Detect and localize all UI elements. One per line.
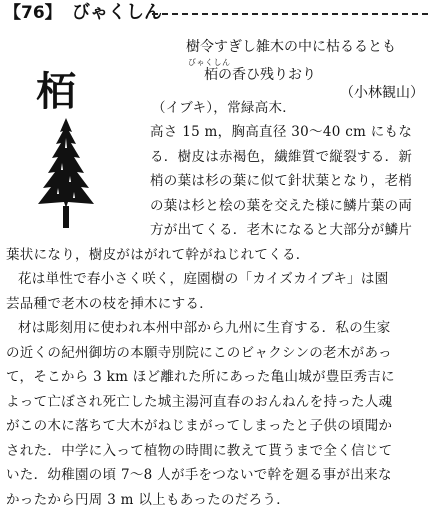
body-line: 方が出てくる．老木になると大部分が鱗片: [150, 222, 413, 238]
body-line: 高さ 15 m，胸高直径 30～40 cm にもな: [150, 124, 413, 140]
body-line: 芸品種で老木の枝を挿木にする．: [6, 296, 213, 312]
body-line: て，そこから 3 km ほど離れた所にあった亀山城が豊臣秀吉に: [6, 369, 395, 385]
body-line: る．樹皮は赤褐色，繊維質で縦裂する．新: [150, 149, 413, 165]
haiku-ruby: びゃくしん: [188, 58, 231, 67]
headword-kanji: 栢: [36, 68, 76, 115]
body-line: 梢の葉は杉の葉に似て針状葉となり，老梢: [150, 173, 413, 189]
body-line: の葉は杉と桧の葉を交えた様に鱗片葉の両: [150, 198, 413, 214]
body-line: 材は彫刻用に使われ本州中部から九州に生育する．私の生家: [18, 320, 391, 336]
haiku-line-2: 栢の香ひ残りおり: [204, 67, 316, 83]
body-line: かったから円周 3 m 以上もあったのだろう．: [6, 492, 291, 508]
entry-reading: びゃくしん: [72, 2, 162, 23]
haiku-author: （小林観山）: [340, 85, 424, 101]
body-line: 花は単性で春小さく咲く，庭園樹の「カイズカイブキ」は園: [18, 271, 389, 287]
conifer-tree-icon: [32, 118, 100, 230]
haiku-line-1: 樹令すぎし雑木の中に枯るるとも: [186, 39, 396, 55]
body-line: 葉状になり，樹皮がはがれて幹がねじれてくる．: [6, 247, 310, 263]
entry-number: 【76】: [4, 3, 62, 23]
dashed-rule: [152, 13, 428, 15]
body-line: の近くの紀州御坊の本願寺別院にこのビャクシンの老木があっ: [6, 345, 392, 361]
body-line: よって亡ぼされ死亡した城主湯河直春のおんねんを持った人魂: [6, 394, 393, 410]
body-line: された．中学に入って植物の時間に教えて貰うまで全く信じて: [6, 443, 393, 459]
body-line: がこの木に落ちて大木がねじまがってしまったと子供の頃聞か: [6, 418, 393, 434]
body-line: いた．幼稚園の頃 7～8 人が手をつないで幹を廻る事が出来な: [6, 467, 392, 483]
entry-header: [4, 3, 430, 25]
body-line: （イブキ），常緑高木．: [152, 100, 297, 116]
